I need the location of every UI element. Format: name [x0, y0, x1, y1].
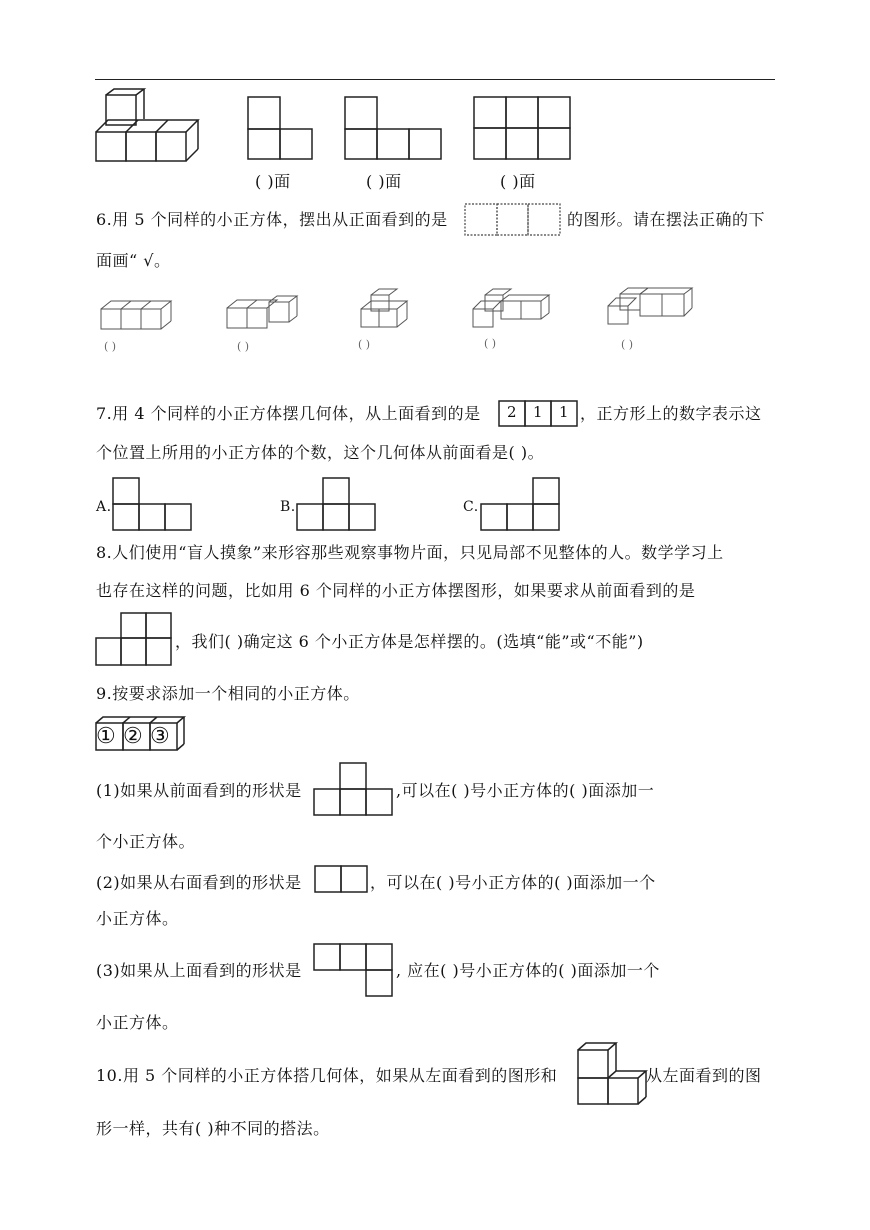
q6-option-figure-3 [359, 287, 419, 332]
q9-cube-label-2: ② [123, 724, 143, 749]
q10-cube-figure [576, 1040, 648, 1106]
q9-p1-front-figure [313, 762, 395, 818]
q7-option-c-label[interactable]: C. [463, 499, 479, 515]
q5-view-3 [473, 96, 573, 161]
q6-option-figure-5 [606, 286, 696, 331]
q9-p1-text-b: ,可以在( )号小正方体的( )面添加一 [396, 781, 655, 800]
q9-cube-label-3: ③ [150, 724, 170, 749]
q8-front-view-figure [95, 612, 175, 668]
q5-view-2 [344, 96, 444, 161]
q6-blank-3[interactable]: ( ) [358, 338, 371, 351]
q6-blank-2[interactable]: ( ) [237, 340, 250, 353]
q5-cube-solid-figure [94, 86, 206, 164]
q7-grid-number-2: 1 [533, 403, 543, 421]
q6-text-1b: 的图形。请在摆法正确的下 [567, 210, 766, 229]
q6-text-2: 面画“ √。 [96, 251, 171, 270]
q10-text-1b: 从左面看到的图 [646, 1066, 762, 1085]
q5-label-1: ( )面 [255, 172, 291, 191]
q9-p1-text-a: (1)如果从前面看到的形状是 [96, 781, 302, 800]
q6-option-figure-1 [99, 297, 171, 333]
q7-grid-number-1: 2 [507, 403, 517, 421]
q9-cube-label-1: ① [96, 724, 116, 749]
q6-option-figure-4 [471, 287, 551, 332]
q5-label-3: ( )面 [500, 172, 536, 191]
q5-view-1 [247, 96, 317, 161]
q7-option-b-figure [296, 477, 378, 533]
q7-grid-number-3: 1 [559, 403, 569, 421]
q9-p3-text-b: , 应在( )号小正方体的( )面添加一个 [396, 961, 660, 980]
q9-p3-text-a: (3)如果从上面看到的形状是 [96, 961, 302, 980]
q9-title: 9.按要求添加一个相同的小正方体。 [96, 684, 360, 703]
q6-blank-1[interactable]: ( ) [104, 340, 117, 353]
q9-p2-right-figure [314, 865, 370, 895]
q7-option-a-label[interactable]: A. [96, 499, 112, 515]
q7-text-1a: 7.用 4 个同样的小正方体摆几何体，从上面看到的是 [96, 404, 481, 423]
q8-text-1: 8.人们使用“盲人摸象”来形容那些观察事物片面，只见局部不见整体的人。数学学习上 [96, 543, 724, 562]
q7-option-a-figure [112, 477, 194, 533]
q10-text-2: 形一样，共有( )种不同的搭法。 [96, 1119, 330, 1138]
q5-label-2: ( )面 [366, 172, 402, 191]
q6-blank-5[interactable]: ( ) [621, 338, 634, 351]
q6-text-1a: 6.用 5 个同样的小正方体，摆出从正面看到的是 [96, 210, 448, 229]
q10-text-1a: 10.用 5 个同样的小正方体搭几何体，如果从左面看到的图形和 [96, 1066, 558, 1085]
q8-text-3: ，我们( )确定这 6 个小正方体是怎样摆的。(选填“能”或“不能”) [175, 632, 644, 651]
q6-front-view-figure [464, 203, 564, 237]
q9-p2-text-c: 小正方体。 [96, 909, 179, 928]
q9-p3-top-figure [313, 943, 395, 999]
q8-text-2: 也存在这样的问题，比如用 6 个同样的小正方体摆图形，如果要求从前面看到的是 [96, 581, 696, 600]
q7-option-b-label[interactable]: B. [280, 499, 296, 515]
q9-p3-text-c: 小正方体。 [96, 1013, 179, 1032]
q7-text-1b: ，正方形上的数字表示这 [580, 404, 762, 423]
q9-p2-text-a: (2)如果从右面看到的形状是 [96, 873, 302, 892]
q7-text-2: 个位置上所用的小正方体的个数，这个几何体从前面看是( )。 [96, 443, 545, 462]
header-rule [95, 79, 775, 80]
q6-blank-4[interactable]: ( ) [484, 337, 497, 350]
q6-option-figure-2 [225, 293, 305, 333]
q9-p2-text-b: ，可以在( )号小正方体的( )面添加一个 [370, 873, 656, 892]
q9-p1-text-c: 个小正方体。 [96, 832, 196, 851]
q7-option-c-figure [480, 477, 562, 533]
